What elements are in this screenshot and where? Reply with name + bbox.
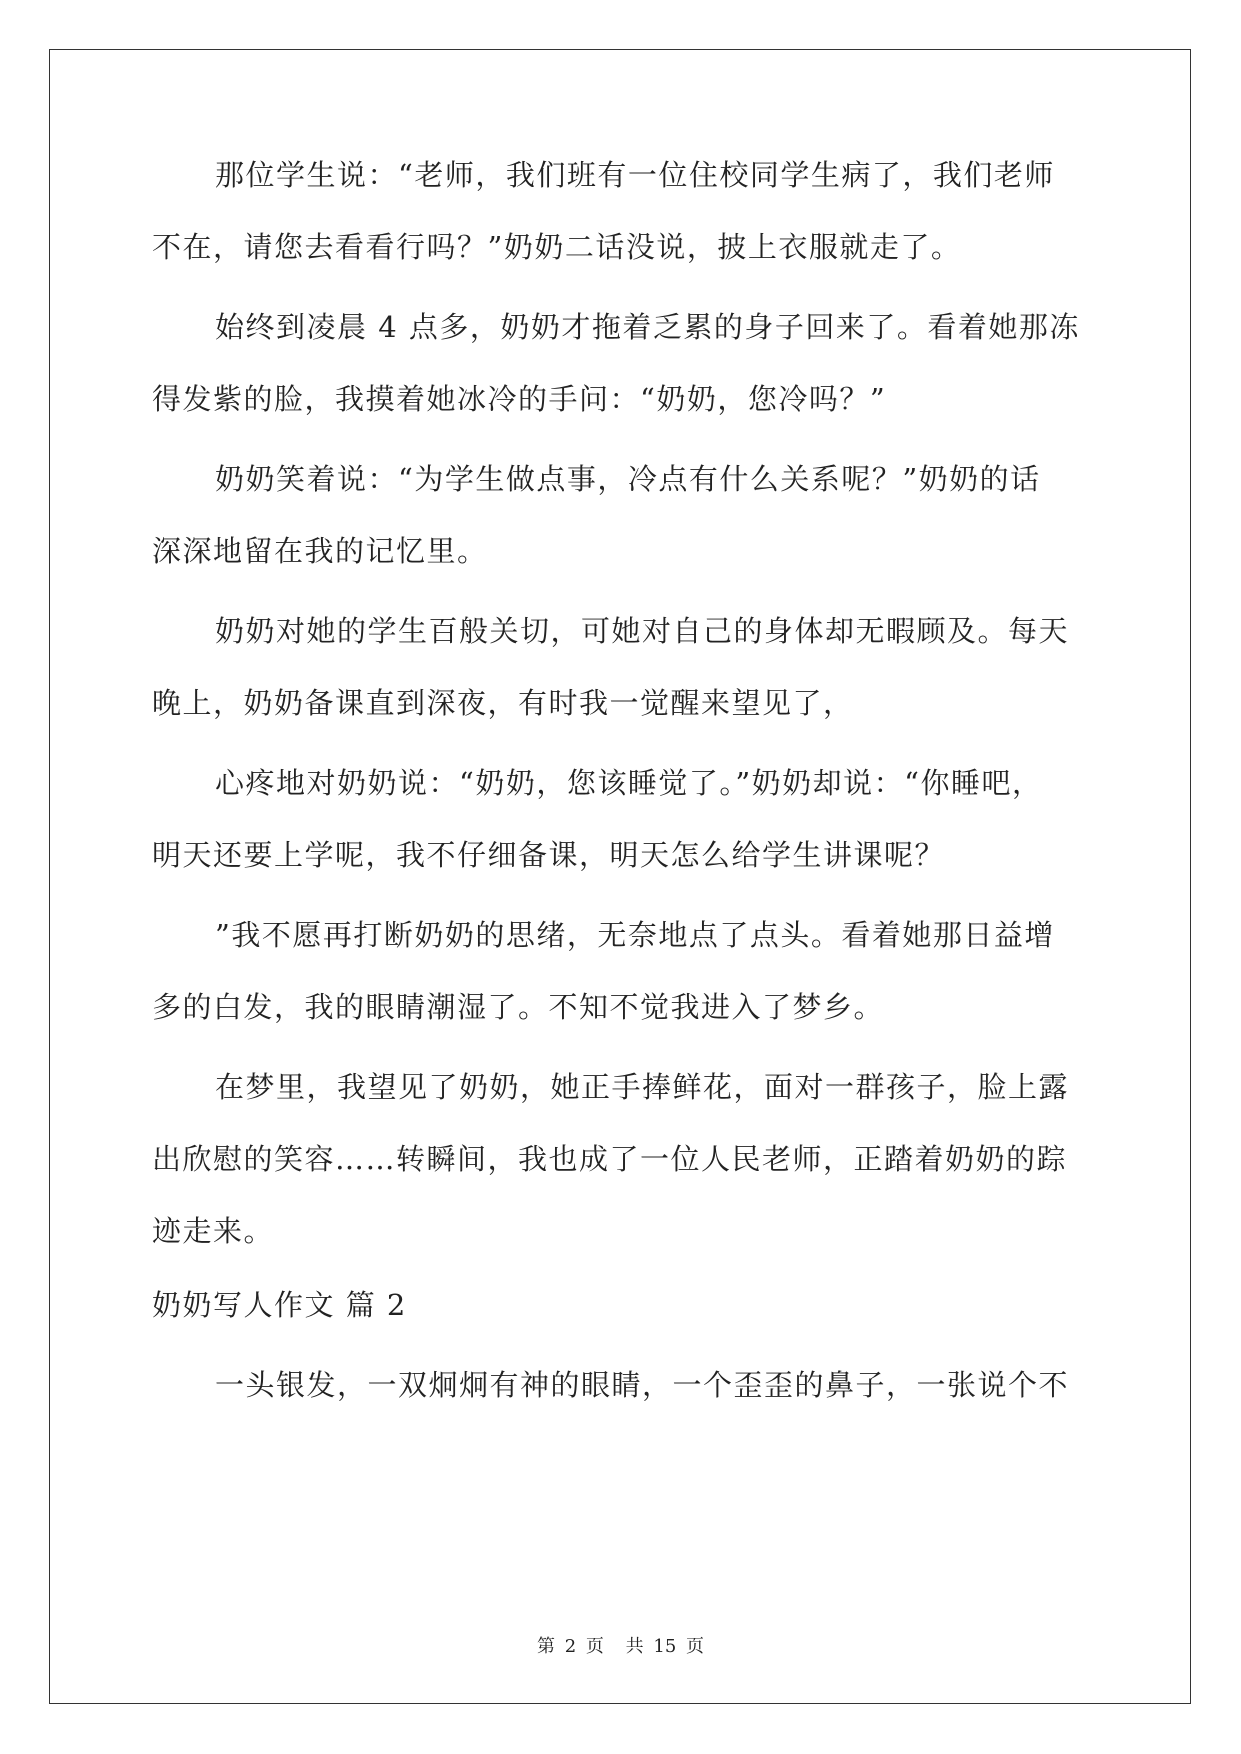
text-line: 得发紫的脸，我摸着她冰冷的手问：“奶奶，您冷吗？” (152, 382, 887, 416)
text-line: 不在，请您去看看行吗？”奶奶二话没说，披上衣服就走了。 (152, 230, 962, 264)
text-line: 在梦里，我望见了奶奶，她正手捧鲜花，面对一群孩子，脸上露 (215, 1070, 1070, 1104)
total-pages: 共 15 页 (625, 1636, 704, 1657)
text-line: 一头银发，一双炯炯有神的眼睛，一个歪歪的鼻子，一张说个不 (215, 1368, 1070, 1402)
text-line: 深深地留在我的记忆里。 (152, 534, 488, 568)
text-line: 始终到凌晨 4 点多，奶奶才拖着乏累的身子回来了。看着她那冻 (215, 310, 1080, 344)
text-line: 迹走来。 (152, 1214, 275, 1248)
text-line: 出欣慰的笑容……转瞬间，我也成了一位人民老师，正踏着奶奶的踪 (152, 1142, 1068, 1176)
text-line: 多的白发，我的眼睛潮湿了。不知不觉我进入了梦乡。 (152, 990, 885, 1024)
text-line: 那位学生说：“老师，我们班有一位住校同学生病了，我们老师 (215, 158, 1055, 192)
section-heading: 奶奶写人作文 篇 2 (152, 1288, 407, 1322)
text-line: 心疼地对奶奶说：“奶奶，您该睡觉了。”奶奶却说：“你睡吧， (215, 766, 1043, 800)
text-line: ”我不愿再打断奶奶的思绪，无奈地点了点头。看着她那日益增 (215, 918, 1055, 952)
page-number: 第 2 页 (537, 1636, 604, 1657)
text-line: 明天还要上学呢，我不仔细备课，明天怎么给学生讲课呢？ (152, 838, 946, 872)
page-footer (0, 1632, 1241, 1658)
page-border (49, 49, 1191, 1704)
text-line: 奶奶笑着说：“为学生做点事，冷点有什么关系呢？”奶奶的话 (215, 462, 1041, 496)
text-line: 奶奶对她的学生百般关切，可她对自己的身体却无暇顾及。每天 (215, 614, 1070, 648)
text-line: 晚上，奶奶备课直到深夜，有时我一觉醒来望见了， (152, 686, 854, 720)
